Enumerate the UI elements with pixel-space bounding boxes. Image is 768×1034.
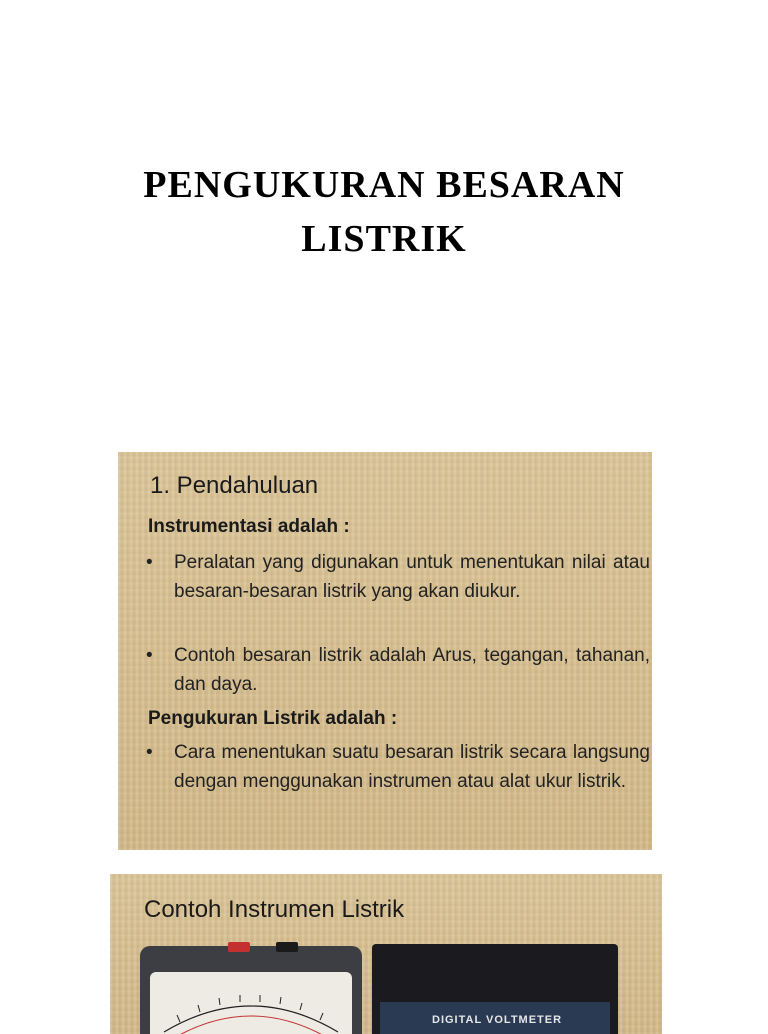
section-label-instrumentasi: Instrumentasi adalah : bbox=[148, 516, 350, 537]
bullet-text: Contoh besaran listrik adalah Arus, tegangan, tahanan, dan daya. bbox=[174, 645, 650, 695]
slide-heading: 1. Pendahuluan bbox=[150, 472, 319, 499]
slide-heading: Contoh Instrumen Listrik bbox=[144, 896, 405, 923]
bullet-item bbox=[142, 548, 650, 606]
page-title-line-1: PENGUKURAN BESARAN bbox=[143, 164, 625, 206]
analog-multimeter-image bbox=[140, 946, 362, 1034]
meter-dial bbox=[150, 972, 352, 1034]
bullet-text: Cara menentukan suatu besaran listrik secara langsung dengan menggunakan instrumen atau alat ukur listrik. bbox=[174, 742, 650, 792]
bullet-icon: • bbox=[146, 645, 153, 666]
page-title-line-2: LISTRIK bbox=[301, 218, 467, 260]
page-title bbox=[0, 158, 768, 266]
bullet-item bbox=[142, 738, 650, 796]
dial-scale-icon bbox=[150, 972, 352, 1034]
digital-voltmeter-image bbox=[372, 944, 618, 1034]
slide-contoh-instrumen bbox=[110, 874, 662, 1034]
bullet-icon: • bbox=[146, 552, 153, 573]
bullet-item bbox=[142, 641, 650, 699]
bullet-icon: • bbox=[146, 742, 153, 763]
section-label-pengukuran: Pengukuran Listrik adalah : bbox=[148, 708, 398, 729]
black-terminal-icon bbox=[276, 942, 298, 952]
voltmeter-label: DIGITAL VOLTMETER bbox=[432, 1014, 563, 1026]
slide-pendahuluan bbox=[118, 452, 652, 850]
bullet-text: Peralatan yang digunakan untuk menentukan nilai atau besaran-besaran listrik yang akan diukur. bbox=[174, 552, 650, 602]
red-terminal-icon bbox=[228, 942, 250, 952]
